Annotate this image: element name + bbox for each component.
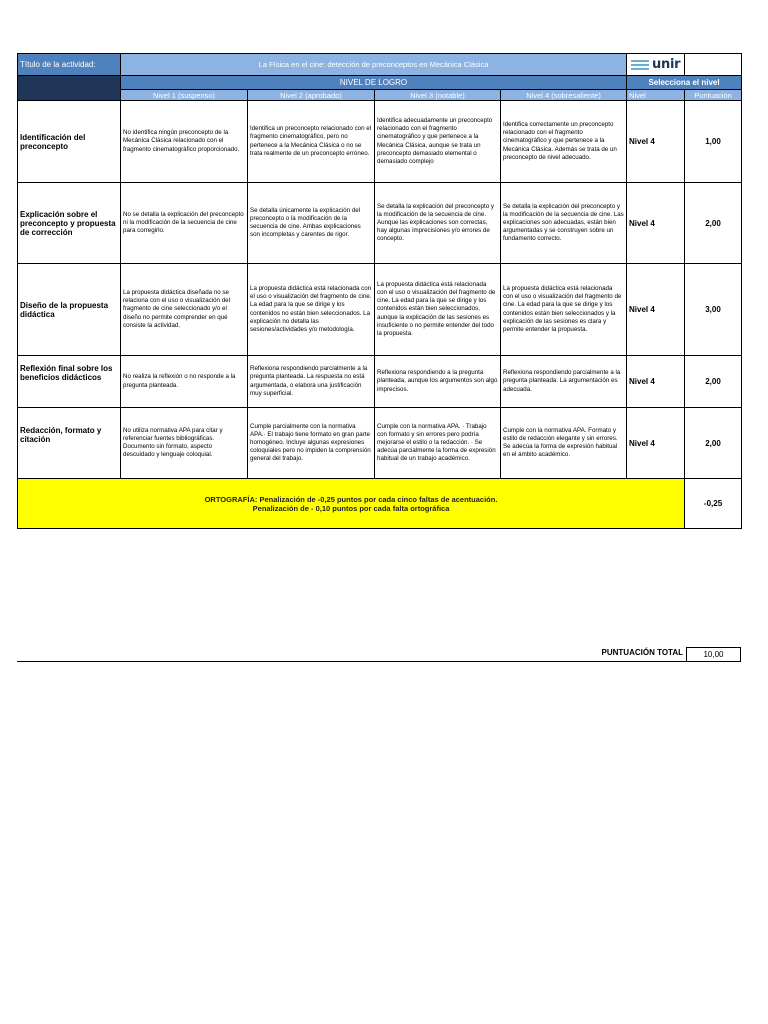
descriptor-cell: Se detalla la explicación del preconcepto y la modificación de la secuencia de cine. Aunque las explicaciones son correctas, hay algunas imprecisiones y/o errores de concepto. [375,183,501,264]
rubric-table [17,53,742,529]
descriptor-cell: Cumple con la normativa APA. · Trabajo con formato y sin errores pero podría mejorarse el estilo o la redacción. · Se adecúa parcialmente la forma de expresión habitual de un trabajo académico. [375,408,501,479]
penalty-line-2: Penalización de - 0,10 puntos por cada falta ortográfica [252,503,450,513]
descriptor-cell: Reflexiona respondiendo a la pregunta planteada, aunque los argumentos son algo imprecisos. [375,356,501,408]
nivel-col-header: Nivel [627,90,685,101]
title-label: Título de la actividad: [18,54,121,76]
descriptor-cell: La propuesta didáctica está relacionada con el uso o visualización del fragmento de cine. La edad para la que se dirige y los contenidos están bien seleccionados, aunque la explicación de las sesiones es insuficiente o no permite entender del todo la propuesta. [375,264,501,356]
penalty-prefix: ORTOGRAFÍA: [204,494,258,504]
rubric-sheet [17,53,741,529]
descriptor-cell: Reflexiona respondiendo parcialmente a la pregunta planteada. La argumentación es adecuada. [501,356,627,408]
logo-spacer [685,54,742,76]
selecciona-header: Selecciona el nivel [627,76,742,90]
table-row [18,264,742,356]
table-row [18,356,742,408]
total-section [17,646,741,662]
descriptor-cell: Identifica un preconcepto relacionado con el fragmento cinematográfico, pero no pertenece a la Mecánica Clásica o no se trata realmente de un preconcepto erróneo. [248,101,375,183]
descriptor-cell: Reflexiona respondiendo parcialmente a la pregunta planteada. La respuesta no está argumentada, o elabora una justificación muy superficial. [248,356,375,408]
nivel-de-logro-header: NIVEL DE LOGRO [121,76,627,90]
level-select[interactable]: Nivel 4 [627,183,685,264]
descriptor-cell: La propuesta didáctica diseñada no se relaciona con el uso o visualización del fragmento de cine seleccionado y/o el diseño no permite comprender en qué consiste la actividad. [121,264,248,356]
logo-text: unir [652,57,681,72]
logo-mark-icon [631,60,649,70]
descriptor-cell: No realiza la reflexión o no responde a la pregunta planteada. [121,356,248,408]
corner-cell [18,76,121,101]
activity-title: La Física en el cine: detección de preconceptos en Mecánica Clásica [121,54,627,76]
logo-cell [627,54,685,76]
descriptor-cell: Se detalla la explicación del preconcepto y la modificación de la secuencia de cine. Las explicaciones son adecuadas, están bien argumentadas y se construyen sobre un fundamento correcto. [501,183,627,264]
descriptor-cell: Identifica adecuadamente un preconcepto relacionado con el fragmento cinematográfico y que pertenece a la Mecánica Clásica, aunque se trata un preconcepto demasiado elemental o demasiado complejo [375,101,501,183]
penalty-score: -0,25 [685,479,742,529]
descriptor-cell: No utiliza normativa APA para citar y referenciar fuentes bibliográficas. Documento sin formato, aspecto descuidado y lenguaje coloquial. [121,408,248,479]
total-divider [17,661,741,662]
level-1-header: Nivel 1 (suspenso) [121,90,248,101]
score-value: 2,00 [685,356,742,408]
criterion-label: Redacción, formato y citación [18,408,121,479]
criterion-label: Explicación sobre el preconcepto y propuesta de corrección [18,183,121,264]
unir-logo [629,57,682,72]
level-select[interactable]: Nivel 4 [627,356,685,408]
level-select[interactable]: Nivel 4 [627,408,685,479]
table-row [18,101,742,183]
score-value: 2,00 [685,183,742,264]
level-select[interactable]: Nivel 4 [627,264,685,356]
level-4-header: Nivel 4 (sobresaliente) [501,90,627,101]
descriptor-cell: La propuesta didáctica está relacionada con el uso o visualización del fragmento de cine. La edad para la que se dirige y los contenidos están bien seleccionados y la explicación de las sesiones es clara y permite entender la propuesta. [501,264,627,356]
descriptor-cell: Se detalla únicamente la explicación del preconcepto o la modificación de la secuencia de cine. Ambas explicaciones son incompletas y carentes de rigor. [248,183,375,264]
table-row [18,183,742,264]
penalty-row [18,479,742,529]
score-value: 1,00 [685,101,742,183]
score-value: 3,00 [685,264,742,356]
descriptor-cell: La propuesta didáctica está relacionada con el uso o visualización del fragmento de cine. La edad para la que se dirige y los contenidos no están bien seleccionados. La explicación no detalla las sesiones/actividades y/o metodología. [248,264,375,356]
criterion-label: Identificación del preconcepto [18,101,121,183]
table-row [18,408,742,479]
level-select[interactable]: Nivel 4 [627,101,685,183]
criterion-label: Reflexión final sobre los beneficios didácticos [18,356,121,408]
descriptor-cell: No se detalla la explicación del preconcepto ni la modificación de la secuencia de cine para corregirlo. [121,183,248,264]
descriptor-cell: No identifica ningún preconcepto de la Mecánica Clásica relacionado con el fragmento cinematográfico proporcionado. [121,101,248,183]
total-value: 10,00 [686,647,741,662]
penalty-line-1 [20,495,682,504]
total-label: PUNTUACIÓN TOTAL [601,648,683,657]
level-3-header: Nivel 3 (notable) [375,90,501,101]
level-2-header: Nivel 2 (aprobado) [248,90,375,101]
puntuacion-col-header: Puntuación [685,90,742,101]
descriptor-cell: Cumple con la normativa APA. Formato y estilo de redacción elegante y sin errores. Se adecúa la forma de expresión habitual en el ámbito académico. [501,408,627,479]
penalty-line-1-text: Penalización de -0,25 puntos por cada cinco faltas de acentuación. [257,494,498,504]
descriptor-cell: Cumple parcialmente con la normativa APA.· El trabajo tiene formato en gran parte homogéneo. Incluye algunas expresiones coloquiales pero no impiden la comprensión general del trabajo. [248,408,375,479]
score-value: 2,00 [685,408,742,479]
criterion-label: Diseño de la propuesta didáctica [18,264,121,356]
descriptor-cell: Identifica correctamente un preconcepto relacionado con el fragmento cinematográfico y que pertenece a la Mecánica Clásica. Además se trata de un preconcepto de nivel adecuado. [501,101,627,183]
penalty-text [18,479,685,529]
